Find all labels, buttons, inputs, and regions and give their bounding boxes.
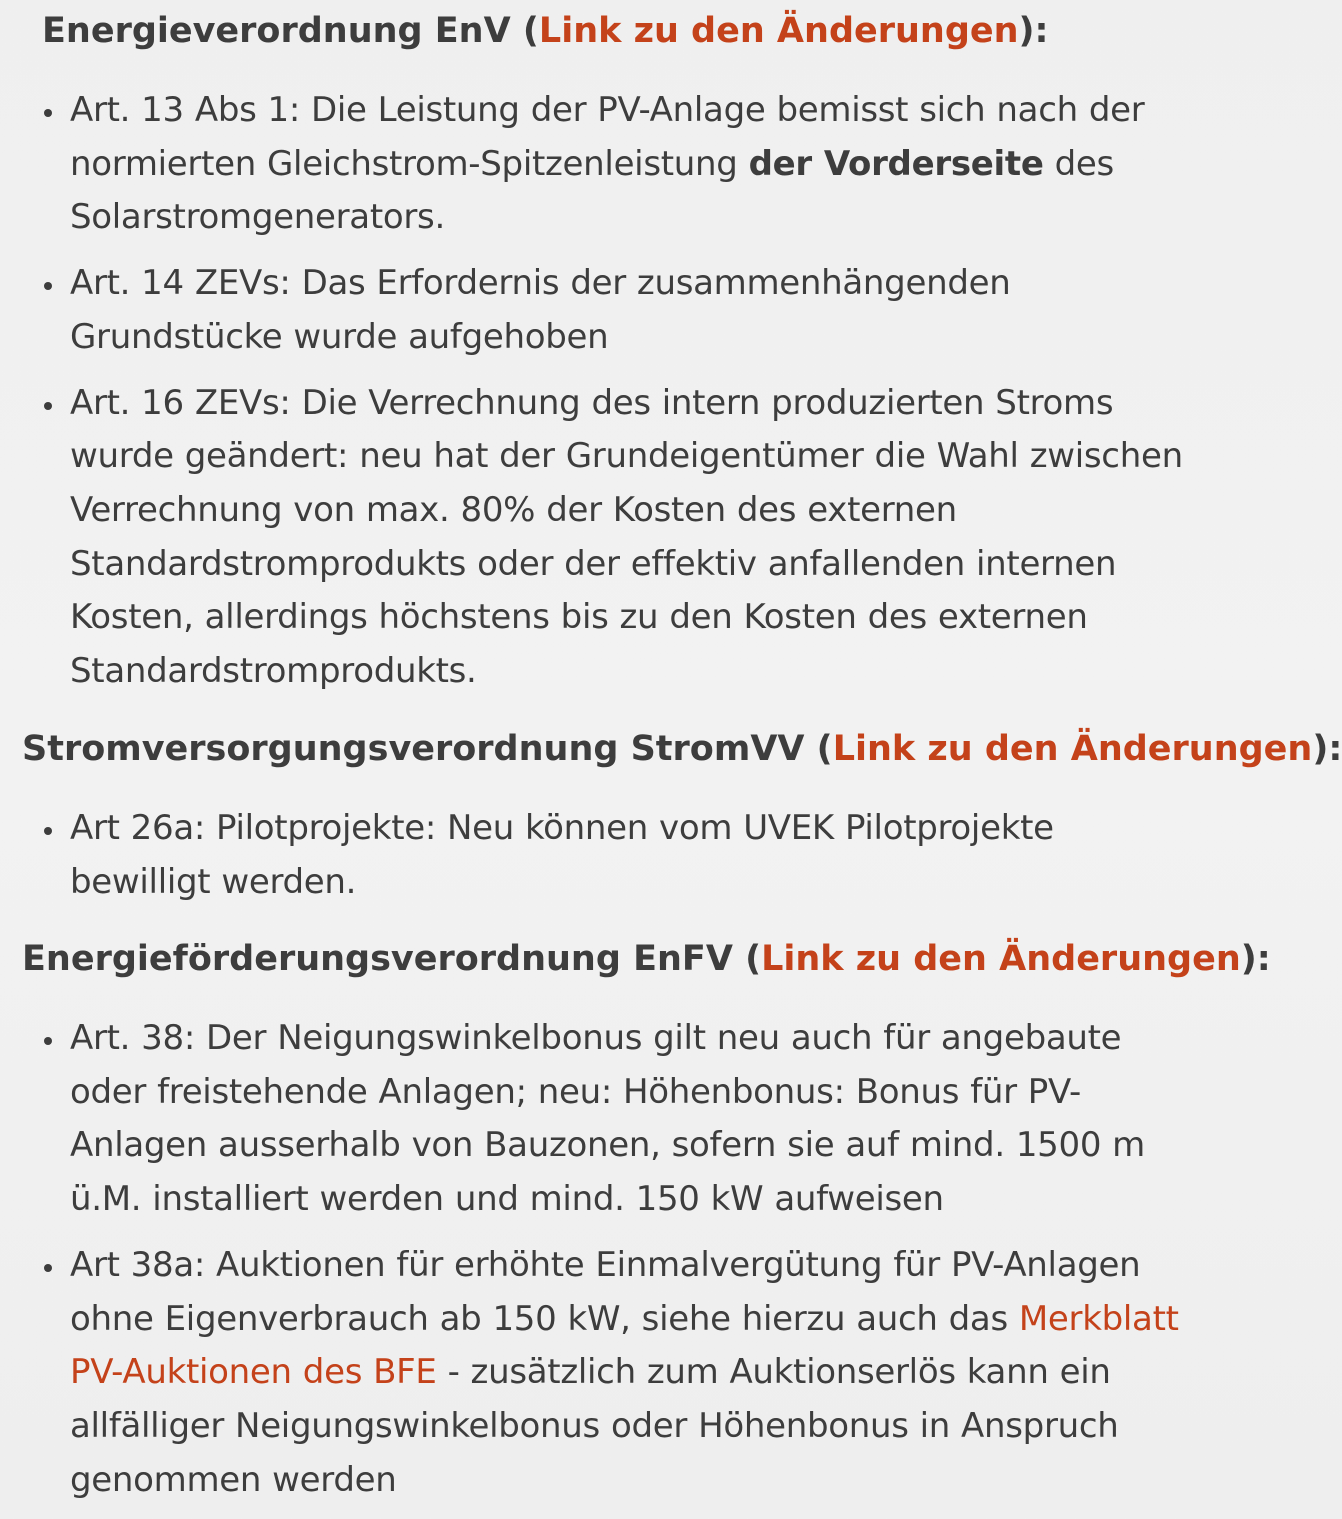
section-heading-enfv	[22, 938, 1271, 980]
changes-link-env[interactable]: Link zu den Änderungen	[538, 11, 1019, 51]
paren-close: ):	[1018, 11, 1049, 51]
item-text: Art. 16 ZEVs: Die Verrechnung des intern produzierten Stroms wurde geändert: neu hat der Grundeigentümer die Wahl zwischen Verrechnung von max. 80% der Kosten des externen Standardstromprodukts oder der effektiv anfallenden internen Kosten, allerdings höchstens bis zu den Kosten des externen Standardstromprodukts.	[70, 382, 1183, 692]
list-item	[0, 377, 1190, 699]
section-heading-env	[42, 10, 1049, 52]
paren-close: ):	[1312, 729, 1342, 769]
item-text-after: - zusätzlich zum Auktionserlös kann ein allfälliger Neigungswinkelbonus oder Höhenbonus in Anspruch genommen werden	[70, 1352, 1119, 1500]
item-text: Art. 13 Abs 1: Die Leistung der PV-Anlage bemisst sich nach der normierten Gleichstrom-Spitzenleistung	[70, 90, 1145, 184]
item-text: Art 26a: Pilotprojekte: Neu können vom UVEK Pilotprojekte bewilligt werden.	[70, 808, 1054, 902]
section-title: Stromversorgungsverordnung StromVV	[22, 729, 805, 769]
env-list	[0, 84, 1190, 711]
bullet-icon	[44, 402, 52, 410]
item-text: Art 38a: Auktionen für erhöhte Einmalvergütung für PV-Anlagen ohne Eigenverbrauch ab 150 kW, siehe hierzu auch das	[70, 1244, 1141, 1339]
list-item	[0, 1239, 1216, 1508]
paren-open: (	[804, 729, 833, 769]
bullet-icon	[44, 282, 52, 290]
item-bold-text: der Vorderseite	[748, 143, 1044, 184]
bullet-icon	[44, 1264, 52, 1272]
section-title: Energieförderungsverordnung EnFV	[22, 939, 733, 979]
paren-close: ):	[1240, 939, 1271, 979]
changes-link-stromvv[interactable]: Link zu den Änderungen	[832, 729, 1313, 769]
enfv-list	[0, 1012, 1216, 1519]
list-item	[0, 1012, 1190, 1227]
bullet-icon	[44, 1037, 52, 1045]
paren-open: (	[732, 939, 762, 979]
item-text-after: des Solarstromgenerators.	[70, 143, 1114, 238]
item-text: Art. 14 ZEVs: Das Erfordernis der zusammenhängenden Grundstücke wurde aufgehoben	[70, 263, 1011, 357]
bullet-icon	[44, 109, 52, 117]
item-text: Art. 38: Der Neigungswinkelbonus gilt neu auch für angebaute oder freistehende Anlagen; neu: Höhenbonus: Bonus für PV-Anlagen ausserhalb von Bauzonen, sofern sie auf mind. 1500 m ü.M. installiert werden und mind. 150 kW aufweisen	[70, 1018, 1145, 1220]
stromvv-list	[0, 802, 1190, 921]
list-item	[0, 802, 1190, 909]
list-item	[0, 84, 1190, 245]
section-heading-stromvv	[22, 728, 1342, 770]
section-title: Energieverordnung EnV	[42, 11, 511, 51]
list-item	[0, 257, 1190, 364]
paren-open: (	[510, 11, 539, 51]
merkblatt-link[interactable]: Merkblatt PV-Auktionen des BFE	[70, 1298, 1179, 1393]
bullet-icon	[44, 827, 52, 835]
changes-link-enfv[interactable]: Link zu den Änderungen	[761, 939, 1241, 979]
